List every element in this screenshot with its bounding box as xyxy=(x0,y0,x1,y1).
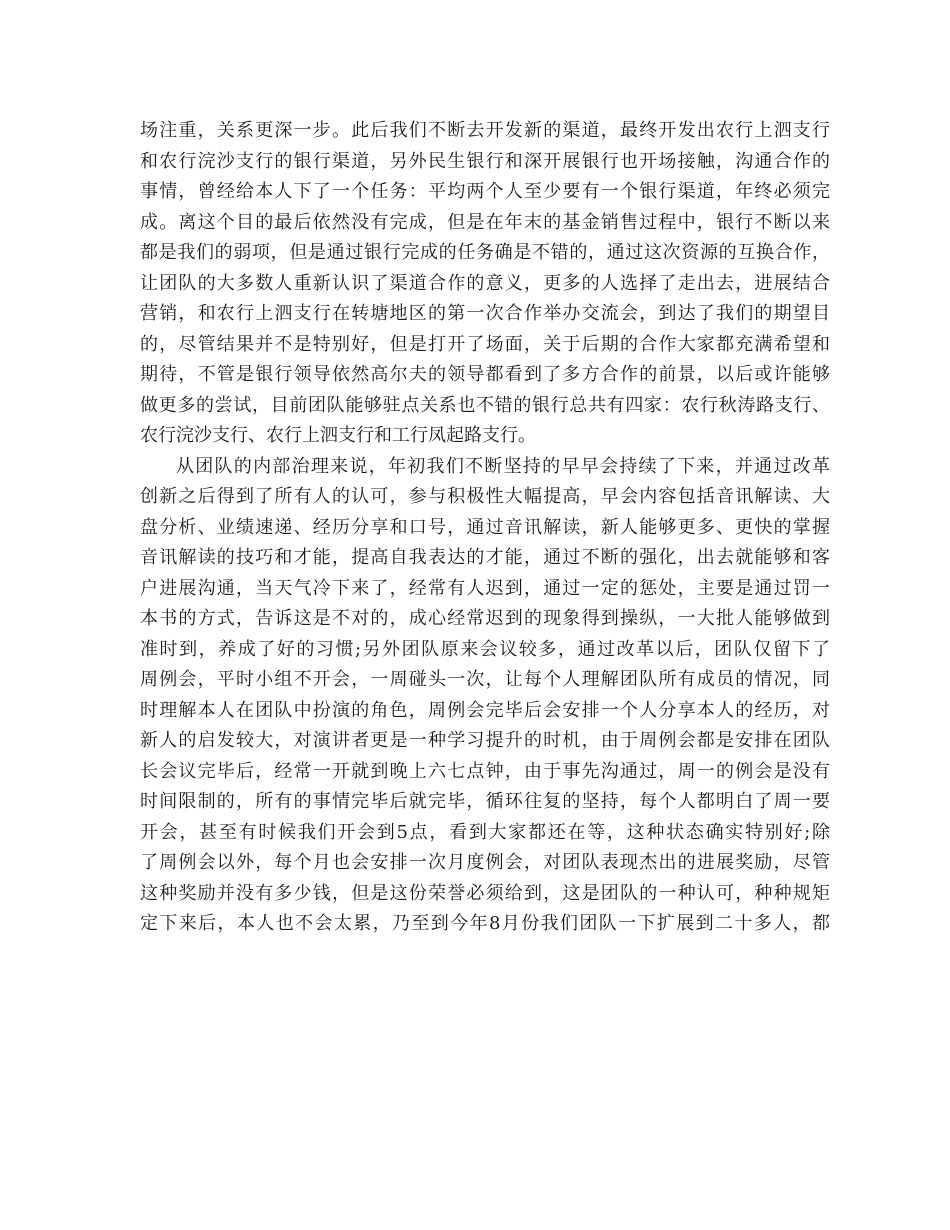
paragraph-2-line-11: 长会议完毕后，经常一开就到晚上六七点钟，由于事先沟通过，周一的例会是没有 xyxy=(140,760,830,782)
paragraph-2-line-6: 本书的方式，告诉这是不对的，成心经常迟到的现象得到操纵，一大批人能够做到 xyxy=(140,608,830,629)
paragraph-1-line-1: 场注重，关系更深一步。此后我们不断去开发新的渠道，最终开发出农行上泗支行 xyxy=(140,120,830,141)
paragraph-2-line-10: 新人的启发较大，对演讲者更是一种学习提升的时机，由于周例会都是安排在团队 xyxy=(140,730,830,751)
paragraph-1-line-5: 都是我们的弱项，但是通过银行完成的任务确是不错的，通过这次资源的互换合作， xyxy=(140,242,830,263)
paragraph-2-line-8: 周例会，平时小组不开会，一周碰头一次，让每个人理解团队所有成员的情况，同 xyxy=(140,669,830,690)
paragraph-2-line-14: 了周例会以外，每个月也会安排一次月度例会，对团队表现杰出的进展奖励，尽管 xyxy=(140,852,830,873)
body-text xyxy=(140,116,830,940)
paragraph-1-line-9: 期待，不管是银行领导依然高尔夫的领导都看到了多方合作的前景，以后或许能够 xyxy=(140,364,830,385)
paragraph-1-line-4: 成。离这个目的最后依然没有完成，但是在年末的基金销售过程中，银行不断以来 xyxy=(140,211,830,233)
paragraph-1-line-8: 的，尽管结果并不是特别好，但是打开了场面，关于后期的合作大家都充满希望和 xyxy=(140,333,830,355)
paragraph-1-line-10: 做更多的尝试，目前团队能够驻点关系也不错的银行总共有四家：农行秋涛路支行、 xyxy=(140,394,830,416)
paragraph-1-line-2: 和农行浣沙支行的银行渠道，另外民生银行和深开展银行也开场接触，沟通合作的 xyxy=(140,150,830,172)
paragraph-2-line-2: 创新之后得到了所有人的认可，参与积极性大幅提高，早会内容包括音讯解读、大 xyxy=(140,486,830,507)
paragraph-2-line-13: 开会，甚至有时候我们开会到5点，看到大家都还在等，这种状态确实特别好;除 xyxy=(140,821,830,843)
paragraph-2-line-4: 音讯解读的技巧和才能，提高自我表达的才能，通过不断的强化，出去就能够和客 xyxy=(140,547,830,568)
paragraph-1-line-7: 营销，和农行上泗支行在转塘地区的第一次合作举办交流会，到达了我们的期望目 xyxy=(140,303,830,324)
paragraph-1-line-3: 事情，曾经给本人下了一个任务：平均两个人至少要有一个银行渠道，年终必须完 xyxy=(140,181,830,202)
paragraph-2-line-3: 盘分析、业绩速递、经历分享和口号，通过音讯解读，新人能够更多、更快的掌握 xyxy=(140,516,830,538)
paragraph-2-line-15: 这种奖励并没有多少钱，但是这份荣誉必须给到，这是团队的一种认可，种种规矩 xyxy=(140,882,830,904)
paragraph-2-line-9: 时理解本人在团队中扮演的角色，周例会完毕后会安排一个人分享本人的经历，对 xyxy=(140,699,830,721)
paragraph-2-line-12: 时间限制的，所有的事情完毕后就完毕，循环往复的坚持，每个人都明白了周一要 xyxy=(140,791,830,812)
paragraph-2-line-1: 从团队的内部治理来说，年初我们不断坚持的早早会持续了下来，并通过改革 xyxy=(176,455,830,477)
paragraph-2-line-7: 准时到，养成了好的习惯;另外团队原来会议较多，通过改革以后，团队仅留下了 xyxy=(140,638,830,660)
paragraph-2-line-16: 定下来后，本人也不会太累，乃至到今年8月份我们团队一下扩展到二十多人，都 xyxy=(140,913,830,934)
paragraph-1-line-11: 农行浣沙支行、农行上泗支行和工行凤起路支行。 xyxy=(140,425,536,446)
paragraph-1-line-6: 让团队的大多数人重新认识了渠道合作的意义，更多的人选择了走出去，进展结合 xyxy=(140,272,830,294)
paragraph-2-line-5: 户进展沟通，当天气冷下来了，经常有人迟到，通过一定的惩处，主要是通过罚一 xyxy=(140,577,830,599)
